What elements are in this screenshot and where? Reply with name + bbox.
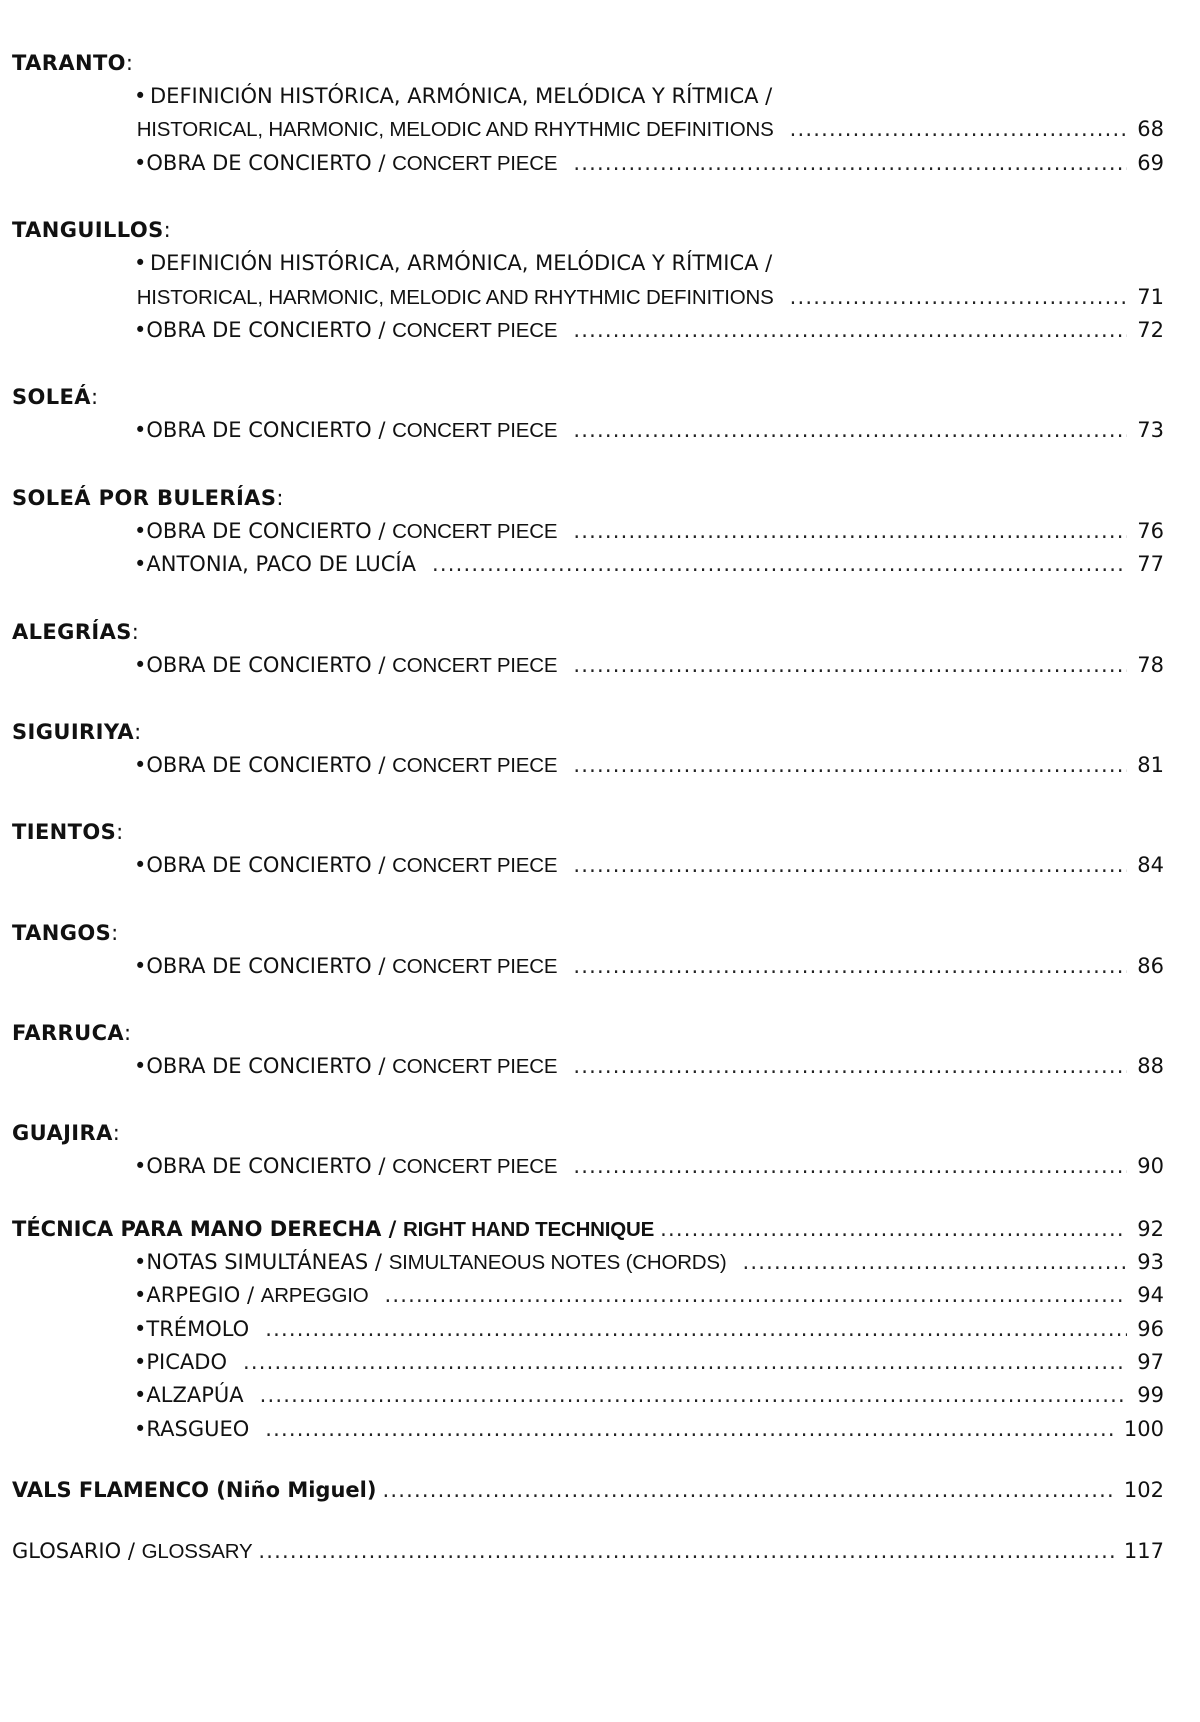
- page-number: 69: [1137, 150, 1164, 175]
- toc-section-tecnica: [12, 1212, 1164, 1446]
- toc-entry-arpeggio[interactable]: • ARPEGIO / ARPEGGIO ..... 94: [134, 1279, 1164, 1312]
- dot-leader: [573, 314, 1127, 347]
- dot-leader: [265, 1313, 1127, 1346]
- toc-entry-glossary[interactable]: GLOSARIO / GLOSSARY ..... 117: [12, 1534, 1164, 1568]
- toc-entry-concert-piece[interactable]: • OBRA DE CONCIERTO / CONCERT PIECE ..... 88: [134, 1050, 1164, 1083]
- page-number: 90: [1137, 1154, 1164, 1179]
- page-number: 117: [1123, 1539, 1164, 1564]
- section-heading: GUAJIRA:: [12, 1121, 121, 1146]
- dot-leader: [265, 1413, 1114, 1446]
- toc-section-alegrias: [12, 615, 1164, 682]
- dot-leader: [573, 1050, 1127, 1083]
- section-heading: FARRUCA:: [12, 1021, 132, 1046]
- toc-entry-simultaneous-notes[interactable]: • NOTAS SIMULTÁNEAS / SIMULTANEOUS NOTES (CHORDS) ..... 93: [134, 1246, 1164, 1279]
- page-number: 97: [1137, 1350, 1164, 1375]
- page-number: 68: [1137, 117, 1164, 142]
- toc-entry-right-hand-technique[interactable]: TÉCNICA PARA MANO DERECHA / RIGHT HAND TECHNIQUE ..... 92: [12, 1212, 1164, 1246]
- dot-leader: [573, 414, 1127, 447]
- page-number: 77: [1137, 552, 1164, 577]
- dot-leader: [743, 1246, 1128, 1279]
- page-number: 71: [1137, 284, 1164, 309]
- dot-leader: [382, 1473, 1113, 1507]
- toc-entry-concert-piece[interactable]: • OBRA DE CONCIERTO / CONCERT PIECE ..... 81: [134, 749, 1164, 782]
- dot-leader: [790, 113, 1128, 146]
- section-heading: SOLEÁ:: [12, 385, 99, 410]
- toc-entry-rasgueo[interactable]: • RASGUEO ..... 100: [134, 1413, 1164, 1446]
- toc-entry-concert-piece[interactable]: • OBRA DE CONCIERTO / CONCERT PIECE ..... 90: [134, 1150, 1164, 1183]
- section-heading: TANGOS:: [12, 920, 119, 945]
- page-number: 78: [1137, 652, 1164, 677]
- page-number: 73: [1137, 418, 1164, 443]
- dot-leader: [573, 749, 1127, 782]
- dot-leader: [790, 281, 1128, 314]
- toc-entry-antonia[interactable]: • ANTONIA, PACO DE LUCÍA ..... 77: [134, 548, 1164, 581]
- page-number: 100: [1123, 1416, 1164, 1441]
- dot-leader: [384, 1279, 1127, 1312]
- dot-leader: [573, 649, 1127, 682]
- toc-entry-tremolo[interactable]: • TRÉMOLO ..... 96: [134, 1313, 1164, 1346]
- toc-entry-alzapua[interactable]: • ALZAPÚA ..... 99: [134, 1379, 1164, 1412]
- toc-section-guajira: [12, 1116, 1164, 1183]
- page-number: 84: [1137, 853, 1164, 878]
- toc-entry-definition-en[interactable]: HISTORICAL, HARMONIC, MELODIC AND RHYTHMIC DEFINITIONS ..... 71: [134, 281, 1164, 314]
- toc-section-tanguillos: [12, 213, 1164, 347]
- toc-section-tangos: [12, 916, 1164, 983]
- dot-leader: [573, 1150, 1127, 1183]
- toc-section-siguiriya: [12, 715, 1164, 782]
- table-of-contents: [12, 46, 1164, 1568]
- section-heading: TANGUILLOS:: [12, 218, 172, 243]
- page-number: 88: [1137, 1054, 1164, 1079]
- dot-leader: [432, 548, 1127, 581]
- section-heading: SIGUIRIYA:: [12, 719, 142, 744]
- toc-entry-concert-piece[interactable]: • OBRA DE CONCIERTO / CONCERT PIECE ..... 86: [134, 950, 1164, 983]
- section-heading: ALEGRÍAS:: [12, 619, 140, 644]
- page-number: 99: [1137, 1383, 1164, 1408]
- page-number: 72: [1137, 317, 1164, 342]
- page-number: 92: [1137, 1216, 1164, 1241]
- dot-leader: [243, 1346, 1127, 1379]
- page-number: 86: [1137, 953, 1164, 978]
- dot-leader: [573, 950, 1127, 983]
- toc-entry-concert-piece[interactable]: • OBRA DE CONCIERTO / CONCERT PIECE ..... 72: [134, 314, 1164, 347]
- toc-entry-concert-piece[interactable]: • OBRA DE CONCIERTO / CONCERT PIECE ..... 76: [134, 515, 1164, 548]
- dot-leader: [260, 1379, 1128, 1412]
- toc-section-farruca: [12, 1016, 1164, 1083]
- toc-section-taranto: [12, 46, 1164, 180]
- toc-entry-concert-piece[interactable]: • OBRA DE CONCIERTO / CONCERT PIECE ..... 84: [134, 849, 1164, 882]
- dot-leader: [573, 849, 1127, 882]
- page-number: 102: [1123, 1478, 1164, 1503]
- section-heading: TIENTOS:: [12, 820, 124, 845]
- toc-section-tientos: [12, 815, 1164, 882]
- toc-entry-definition[interactable]: • DEFINICIÓN HISTÓRICA, ARMÓNICA, MELÓDICA Y RÍTMICA /: [134, 84, 773, 108]
- toc-section-solea-por-bulerias: [12, 481, 1164, 582]
- toc-entry-concert-piece[interactable]: • OBRA DE CONCIERTO / CONCERT PIECE ..... 73: [134, 414, 1164, 447]
- toc-entry-concert-piece[interactable]: • OBRA DE CONCIERTO / CONCERT PIECE ..... 78: [134, 649, 1164, 682]
- toc-section-solea: [12, 380, 1164, 447]
- section-heading: SOLEÁ POR BULERÍAS:: [12, 485, 284, 510]
- page-number: 94: [1137, 1283, 1164, 1308]
- toc-entry-definition-en[interactable]: HISTORICAL, HARMONIC, MELODIC AND RHYTHMIC DEFINITIONS ..... 68: [134, 113, 1164, 146]
- toc-entry-definition[interactable]: • DEFINICIÓN HISTÓRICA, ARMÓNICA, MELÓDICA Y RÍTMICA /: [134, 251, 773, 276]
- dot-leader: [573, 147, 1127, 180]
- page-number: 81: [1137, 752, 1164, 777]
- dot-leader: [573, 515, 1127, 548]
- toc-entry-picado[interactable]: • PICADO ..... 97: [134, 1346, 1164, 1379]
- page-number: 76: [1137, 518, 1164, 543]
- toc-entry-vals-flamenco[interactable]: VALS FLAMENCO (Niño Miguel) ..... 102: [12, 1473, 1164, 1507]
- dot-leader: [258, 1534, 1113, 1568]
- toc-entry-concert-piece[interactable]: • OBRA DE CONCIERTO / CONCERT PIECE ..... 69: [134, 147, 1164, 180]
- page-number: 96: [1137, 1316, 1164, 1341]
- section-heading: TARANTO:: [12, 51, 134, 75]
- page-number: 93: [1137, 1249, 1164, 1274]
- dot-leader: [660, 1212, 1127, 1246]
